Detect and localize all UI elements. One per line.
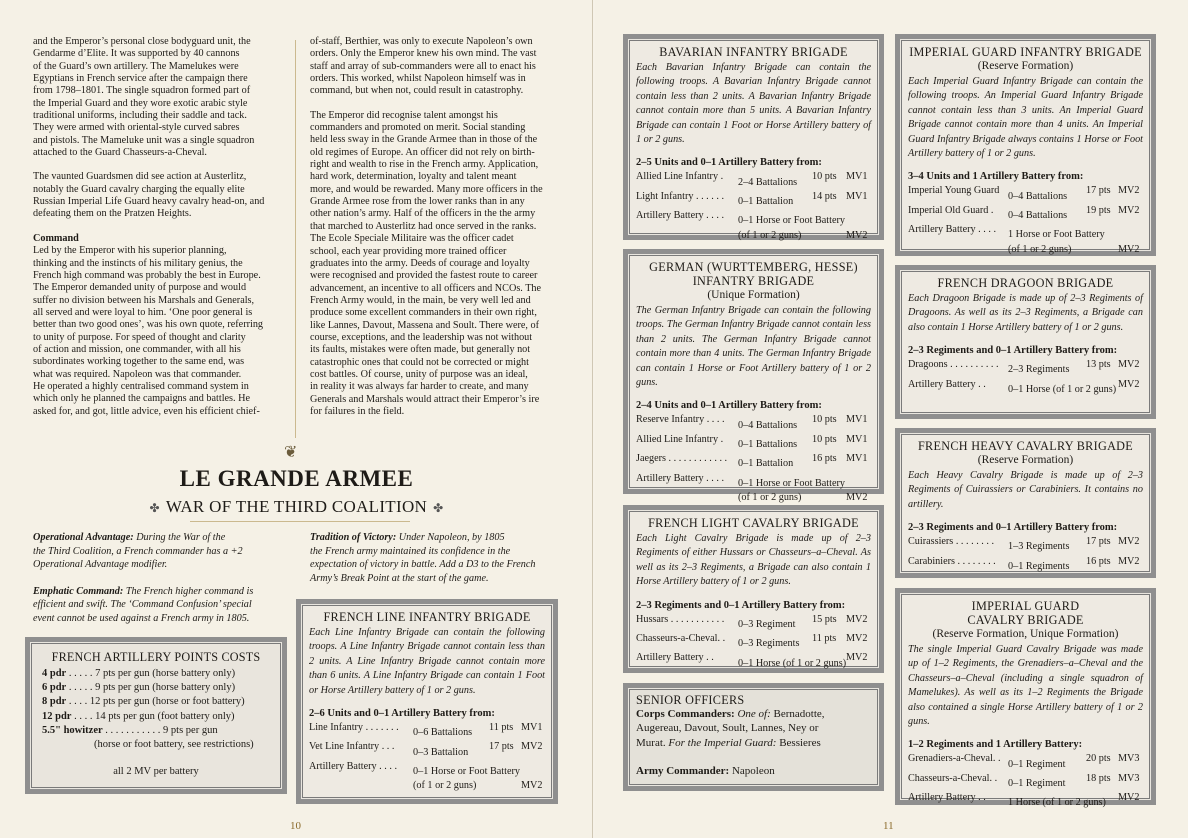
artillery-cost: . . . . . 7 pts per gun (horse battery only) — [66, 668, 236, 679]
unit-morale-value: MV2 — [846, 633, 868, 645]
column-divider — [295, 40, 296, 438]
brigade-title: FRENCH LINE INFANTRY BRIGADE — [323, 610, 531, 624]
unit-composition: (of 1 or 2 guns) — [413, 780, 477, 792]
unit-morale-value: MV2 — [1118, 185, 1140, 197]
text-line: Russian Imperial Life Guard heavy cavalry head-on, and — [33, 196, 265, 208]
unit-composition: 1 Horse or Foot Battery — [1008, 229, 1105, 241]
text-line: that marched to Austerlitz had once served in the ranks. — [310, 220, 537, 232]
unit-row — [908, 535, 1143, 554]
unit-points: 17 pts — [1086, 536, 1111, 548]
unit-composition: 0–1 Horse or Foot Battery — [738, 477, 845, 489]
rule-text: Army’s Break Point at the start of the game. — [310, 572, 489, 584]
unit-composition: 0–4 Battalions — [1008, 190, 1068, 202]
paragraph — [33, 36, 288, 159]
unit-morale-value: MV2 — [1118, 378, 1140, 390]
unit-composition: 0–3 Regiment — [738, 618, 796, 630]
unit-name: Artillery Battery . . — [636, 652, 714, 664]
unit-points: 14 pts — [812, 190, 837, 202]
unit-composition: 0–4 Battalions — [738, 419, 798, 431]
rule-line — [310, 572, 570, 586]
text-line: all served and were loyal to him. ‘One poor general is — [33, 306, 253, 318]
artillery-cost: . . . . 12 pts per gun (horse or foot battery) — [66, 696, 245, 708]
rule-text: During the War of the — [133, 532, 226, 543]
unit-points: 18 pts — [1086, 772, 1111, 784]
rule-text: efficient and swift. The ‘Command Confusion’ special — [33, 599, 252, 611]
unit-composition: 0–1 Horse or Foot Battery — [413, 766, 520, 778]
rule-text: expectation of victory in battle. Add a D3 to the French — [310, 559, 536, 571]
brigade-description: The German Infantry Brigade can contain the following troops. The German Infantry Brigade cannot contain less than 2 units. The German Infantry Brigade cannot contain more than 4 units. The German Infantry Brigade can contain 1 Horse or Foot Artillery battery of 1 or 2 guns. — [636, 305, 871, 389]
unit-points: 11 pts — [812, 633, 837, 645]
text-line: traditional uniforms, including their saddle and tack. — [33, 110, 247, 122]
text-line: better than two good ones’, was his own quote, referring — [33, 319, 264, 331]
unit-row — [636, 613, 871, 632]
text-line: They were armed with oriental-style curved sabres — [33, 122, 240, 134]
artillery-cost: . . . . 14 pts per gun (foot battery only) — [71, 710, 235, 722]
text-line: other nation’s army. Half of the officers in the the army — [310, 208, 536, 220]
unit-name: Artillery Battery . . — [908, 378, 986, 390]
brigade-subtitle: (Unique Formation) — [707, 289, 800, 301]
unit-name: Grenadiers-a-Cheval. . — [908, 753, 1001, 765]
rule-line — [33, 558, 293, 572]
unit-morale-value: MV2 — [1118, 536, 1140, 548]
unit-morale-value: MV2 — [1118, 243, 1140, 255]
senior-officers-box — [623, 683, 884, 791]
text-line: for failures in the field. — [310, 405, 405, 417]
page-number: 11 — [883, 820, 894, 832]
text-line: Led by the Emperor with his superior planning, — [33, 245, 227, 257]
unit-name: Artillery Battery . . — [908, 792, 986, 804]
unit-composition: (of 1 or 2 guns) — [738, 492, 802, 504]
unit-points: 19 pts — [1086, 204, 1111, 216]
special-rule — [33, 585, 293, 626]
text-line: school, each year providing more trained officer — [310, 245, 507, 257]
brigade-composition-header: 2–5 Units and 0–1 Artillery Battery from: — [636, 157, 822, 169]
text-line: The Ecole Speciale Militaire was the officer cadet — [310, 233, 514, 245]
artillery-cost: . . . . . 9 pts per gun (horse battery only) — [66, 682, 236, 694]
special-rule — [310, 531, 570, 585]
unit-points: 16 pts — [812, 453, 837, 465]
unit-name: Artillery Battery . . . . — [309, 760, 397, 772]
section-title: LE GRANDE ARMEE — [179, 466, 414, 491]
text-line: hard work, determination, loyalty and talent meant — [310, 171, 517, 183]
unit-morale-value: MV1 — [521, 722, 543, 734]
unit-morale-value: MV2 — [1118, 204, 1140, 216]
rule-text: the French army maintained its confidence in the — [310, 545, 511, 557]
brigade-title: IMPERIAL GUARD — [971, 599, 1080, 613]
brigade-description: Each Light Cavalry Brigade is made up of 2–3 Regiments of either Hussars or Chasseurs–a–Cheval. As well as its 2–3 Regiments, a Brigade can also contain 1 Horse Artillery battery of 1 or 2 guns. — [636, 533, 871, 588]
page-number: 10 — [290, 820, 301, 832]
fleur-icon: ✤ — [149, 501, 160, 515]
text-line: orders. Only the Emperor knew his own mind. The vast — [310, 48, 537, 60]
unit-composition: (of 1 or 2 guns) — [738, 229, 802, 241]
senior-officers-title: SENIOR OFFICERS — [636, 693, 745, 707]
title-divider — [190, 521, 410, 522]
brigade-title: IMPERIAL GUARD INFANTRY BRIGADE — [909, 45, 1142, 59]
text-line: of action and mission, one commander, with all his — [33, 343, 241, 355]
brigade-title-2: INFANTRY BRIGADE — [692, 274, 815, 288]
heavy-cavalry-box — [895, 428, 1156, 578]
unit-row — [636, 472, 871, 491]
text-line: cost battles. Of course, unity of purpose was an ideal, — [310, 368, 528, 380]
brigade-description: The single Imperial Guard Cavalry Brigade was made up of 1–2 Regiments, the Grenadiers–a–Cheval and the Chasseurs–a–Cheval (including a single squadron of Mamelukes). As well as its 1–2 Regiments the Brigade also contained a single Horse Artillery battery of 1 or 2 guns. — [908, 644, 1143, 728]
text-line: from 1798–1801. The single squadron formed part of — [33, 85, 251, 97]
text-line: the Imperial Guard and they wore exotic arabic style — [33, 97, 248, 109]
unit-points: 17 pts — [1086, 185, 1111, 197]
text-line: more, and would be rewarded. Many more officers in the — [310, 183, 543, 195]
unit-composition: 0–4 Battalions — [1008, 210, 1068, 222]
brigade-composition-header: 3–4 Units and 1 Artillery Battery from: — [908, 171, 1084, 183]
unit-points: 15 pts — [812, 613, 837, 625]
unit-composition: 0–1 Battalion — [738, 196, 794, 208]
corps-commanders-line3: Murat. For the Imperial Guard: Bessieres — [636, 736, 821, 749]
unit-morale-value: MV2 — [1118, 555, 1140, 567]
artillery-row — [42, 710, 270, 724]
unit-name: Allied Line Infantry . — [636, 171, 724, 183]
unit-row — [908, 358, 1143, 377]
unit-row — [636, 491, 871, 505]
text-line: its faults, mistakes were often made, but generally not — [310, 344, 531, 356]
rule-line — [310, 531, 570, 545]
unit-name: Jaegers . . . . . . . . . . . . — [636, 453, 728, 465]
brigade-description: Each Heavy Cavalry Brigade is made up of 2–3 Regiments of Cuirassiers or Carabiniers. It contains no artillery. — [908, 470, 1143, 510]
text-line: which only he planned the campaigns and battles. He — [33, 393, 250, 405]
text-line: like Lannes, Davout, Massena and Soult. There were, of — [310, 319, 539, 331]
unit-name: Reserve Infantry . . . . — [636, 414, 725, 426]
unit-composition: 2–3 Regiments — [1008, 364, 1070, 376]
rule-text: Operational Advantage modifier. — [33, 559, 168, 571]
brigade-description: Each Imperial Guard Infantry Brigade can contain the following troops. An Imperial Guard Infantry Brigade cannot contain less than 3 units. An Imperial Guard Brigade cannot contain more than 4 units. An Imperial Guard Infantry Brigade always contains 1 Horse or Foot Artillery battery of 1 or 2 guns. — [908, 76, 1143, 160]
text-line: and pistols. The Mameluke unit was a single squadron — [33, 134, 255, 146]
unit-name: Artillery Battery . . . . — [636, 210, 724, 222]
unit-name: Artillery Battery . . . . — [636, 472, 724, 484]
unit-composition: 1 Horse (of 1 or 2 guns) — [1008, 797, 1106, 809]
corps-commanders-line2: Augereau, Davout, Soult, Lannes, Ney or — [636, 722, 819, 735]
unit-composition: 0–1 Regiment — [1008, 758, 1066, 770]
brigade-subtitle: (Reserve Formation) — [977, 60, 1074, 72]
brigade-composition-header: 2–3 Regiments and 0–1 Artillery Battery from: — [908, 522, 1118, 534]
unit-row — [636, 170, 871, 189]
unit-composition: 0–1 Horse or Foot Battery — [738, 215, 845, 227]
rule-line — [310, 558, 570, 572]
fleur-icon: ✤ — [433, 501, 444, 515]
unit-row — [309, 760, 545, 779]
paragraph — [33, 171, 288, 220]
artillery-row — [42, 681, 270, 695]
dragoon-brigade-box — [895, 265, 1156, 419]
imperial-guard-infantry-box — [895, 34, 1156, 256]
unit-composition: 0–1 Battalion — [738, 458, 794, 470]
text-line: thinking and the instincts of his military genius, the — [33, 257, 243, 269]
brigade-title-2: CAVALRY BRIGADE — [967, 613, 1084, 627]
subtitle-text: WAR OF THE THIRD COALITION — [165, 497, 428, 516]
text-line: to unity of purpose. For speed of thought and clarity — [33, 331, 246, 343]
text-line: graduates into the army. Deeds of courage and loyalty — [310, 257, 530, 269]
unit-points: 20 pts — [1086, 753, 1111, 765]
unit-morale-value: MV2 — [521, 780, 543, 792]
brigade-description: Each Line Infantry Brigade can contain the following troops. A Line Infantry Brigade cannot contain less than 2 units. A Line Infantry Brigade cannot contain more than 6 units. A Line Infantry Brigade can contain 1 Foot or Horse Artillery battery of 1 or 2 guns. — [309, 627, 545, 696]
unit-morale-value: MV2 — [846, 229, 868, 241]
unit-name: Cuirassiers . . . . . . . . — [908, 536, 995, 548]
artillery-gun: 6 pdr — [42, 682, 67, 694]
unit-row — [309, 740, 545, 759]
artillery-costs-title: FRENCH ARTILLERY POINTS COSTS — [51, 650, 261, 664]
unit-row — [636, 452, 871, 471]
special-rules-right — [310, 531, 570, 598]
text-line: of the Guard’s own artillery. The Mamelukes were — [33, 60, 239, 72]
unit-row — [309, 721, 545, 740]
artillery-cost: . . . . . . . . . . . 9 pts per gun — [102, 724, 218, 736]
unit-morale-value: MV2 — [846, 492, 868, 504]
unit-name: Carabiniers . . . . . . . . — [908, 555, 996, 567]
army-commander: Army Commander: Napoleon — [636, 764, 775, 777]
unit-composition: 0–3 Regiments — [738, 638, 800, 650]
text-line: Grande Armee rose from the lower ranks than in any — [310, 196, 525, 208]
unit-row — [636, 413, 871, 432]
ornament-icon: ❦ — [284, 444, 298, 461]
unit-composition: 0–1 Regiment — [1008, 778, 1066, 790]
text-line: Generals and Marshals would attract their Emperor’s ire — [310, 393, 540, 405]
unit-morale-value: MV2 — [846, 613, 868, 625]
unit-composition: 2–4 Battalions — [738, 176, 798, 188]
unit-points: 17 pts — [489, 741, 514, 753]
text-line: French Army would, in the main, be very well led and — [310, 294, 531, 306]
unit-composition: 0–1 Horse (of 1 or 2 guns) — [1008, 383, 1117, 395]
text-line: command, but when not, could result in catastrophy. — [310, 85, 524, 97]
rule-line — [33, 585, 293, 599]
brigade-description: Each Bavarian Infantry Brigade can contain the following troops. A Bavarian Infantry Brigade cannot contain less than 2 units. A Bavarian Infantry Brigade cannot contain more than 5 units. A Bavarian Infantry Brigade can contain 1 Foot or Horse Artillery battery of 1 or 2 guns. — [636, 62, 871, 146]
rule-label: Operational Advantage: — [33, 532, 134, 543]
text-line: course, exceptions, and the leadership was not without — [310, 331, 533, 343]
rule-text: The French higher command is — [123, 585, 254, 597]
artillery-gun: 12 pdr — [42, 710, 72, 722]
text-line: right and wealth to rise in the French army. Application, — [310, 159, 539, 171]
rule-text: the Third Coalition, a French commander has a +2 — [33, 545, 243, 557]
text-line: in reality it was always far harder to create, and many — [310, 381, 529, 393]
unit-morale-value: MV1 — [846, 433, 868, 445]
unit-name: Allied Line Infantry . — [636, 433, 724, 445]
unit-morale-value: MV2 — [1118, 359, 1140, 371]
text-line: what was required. Napoleon was that commander. — [33, 368, 242, 380]
unit-composition: 0–3 Battalion — [413, 746, 469, 758]
unit-composition: 0–1 Horse (of 1 or 2 guns) — [738, 657, 847, 669]
text-column-2 — [310, 36, 572, 430]
text-line: asked for, and got, little advice, even his efficient chief- — [33, 405, 260, 417]
unit-morale-value: MV3 — [1118, 772, 1140, 784]
bavarian-brigade-box — [623, 34, 884, 240]
german-brigade-box — [623, 249, 884, 504]
unit-row — [908, 772, 1143, 791]
brigade-title: BAVARIAN INFANTRY BRIGADE — [659, 45, 848, 59]
unit-row — [908, 184, 1143, 203]
unit-points: 10 pts — [812, 414, 837, 426]
text-line: orders. This worked, whilst Napoleon himself was in — [310, 73, 526, 85]
unit-morale-value: MV2 — [1118, 792, 1140, 804]
rule-text: Under Napoleon, by 1805 — [396, 532, 505, 543]
unit-row — [908, 791, 1143, 810]
unit-morale-value: MV1 — [846, 190, 868, 202]
unit-points: 13 pts — [1086, 359, 1111, 371]
unit-name: Line Infantry . . . . . . . — [309, 722, 399, 734]
brigade-subtitle: (Reserve Formation) — [977, 454, 1074, 466]
text-line: The Emperor did recognise talent amongst his — [310, 109, 498, 121]
rule-line — [310, 545, 570, 559]
unit-name: Chasseurs-a-Cheval. . — [908, 772, 998, 784]
text-line: old regimes of Europe. An officer did not rely on birth- — [310, 146, 535, 158]
unit-name: Light Infantry . . . . . . — [636, 190, 724, 202]
text-line: held less sway in the Grande Armee than in those of the — [310, 134, 538, 146]
brigade-description: Each Dragoon Brigade is made up of 2–3 Regiments of Dragoons. As well as its 2–3 Regiments, a Brigade can also contain 1 Horse Artillery battery of 1 or 2 guns. — [908, 293, 1143, 333]
unit-name: Vet Line Infantry . . . — [309, 741, 395, 753]
artillery-gun: 8 pdr — [42, 696, 67, 708]
text-line: were recognised and provided the fastest route to career — [310, 270, 538, 282]
paragraph — [310, 36, 572, 98]
unit-morale-value: MV1 — [846, 414, 868, 426]
text-line: staff and array of sub-commanders were all to enact his — [310, 60, 536, 72]
section-subtitle — [0, 497, 593, 517]
command-heading: Command — [33, 232, 79, 244]
text-line: defeating them on the Pratzen Heights. — [33, 208, 192, 220]
artillery-row — [42, 724, 270, 738]
unit-name: Imperial Young Guard — [908, 185, 1000, 197]
unit-row — [908, 752, 1143, 771]
brigade-composition-header: 2–3 Regiments and 0–1 Artillery Battery from: — [908, 345, 1118, 357]
special-rules-left — [33, 531, 293, 639]
text-line: notably the Guard cavalry charging the equally elite — [33, 183, 245, 195]
unit-name: Artillery Battery . . . . — [908, 224, 996, 236]
special-rule — [33, 531, 293, 572]
unit-row — [636, 632, 871, 651]
artillery-gun: 4 pdr — [42, 668, 67, 679]
unit-row — [636, 651, 871, 670]
text-line: commanders and promoted on merit. Social standing — [310, 122, 526, 134]
unit-row — [908, 223, 1143, 242]
artillery-costs-footer: all 2 MV per battery — [113, 766, 199, 778]
unit-composition: (of 1 or 2 guns) — [1008, 243, 1072, 255]
rule-line — [33, 531, 293, 545]
text-line: attached to the Guard Chasseurs-a-Cheval. — [33, 147, 207, 159]
brigade-composition-header: 2–3 Regiments and 0–1 Artillery Battery from: — [636, 599, 846, 611]
brigade-title: FRENCH DRAGOON BRIGADE — [937, 276, 1114, 290]
artillery-costs-box — [25, 637, 287, 794]
rule-label: Tradition of Victory: — [310, 532, 397, 543]
unit-row — [636, 433, 871, 452]
unit-name: Hussars . . . . . . . . . . . — [636, 613, 725, 625]
unit-row — [908, 555, 1143, 574]
text-line: subordinates working together to the same end, was — [33, 356, 245, 368]
rule-line — [33, 598, 293, 612]
text-line: advancement, an incentive to all officers and NCOs. The — [310, 282, 542, 294]
light-cavalry-box — [623, 505, 884, 673]
rule-text: event cannot be used against a French army in 1805. — [33, 612, 250, 624]
artillery-row — [42, 695, 270, 709]
unit-row — [636, 229, 871, 243]
artillery-row-extra: (horse or foot battery, see restrictions) — [94, 739, 254, 751]
brigade-composition-header: 2–6 Units and 0–1 Artillery Battery from: — [309, 708, 495, 720]
text-line: He operated a highly centralised command system in — [33, 380, 249, 392]
unit-morale-value: MV3 — [1118, 753, 1140, 765]
unit-name: Dragoons . . . . . . . . . . — [908, 359, 999, 371]
brigade-composition-header: 2–4 Units and 0–1 Artillery Battery from: — [636, 400, 822, 412]
unit-points: 10 pts — [812, 171, 837, 183]
text-line: catastrophic ones that could not be corrected or might — [310, 356, 529, 368]
artillery-gun: 5.5" howitzer — [42, 724, 103, 736]
brigade-title: FRENCH LIGHT CAVALRY BRIGADE — [648, 516, 859, 530]
brigade-title: GERMAN (WURTTEMBERG, HESSE) — [649, 260, 858, 274]
text-line: French high command was probably the best in Europe. — [33, 269, 261, 281]
unit-composition: 0–6 Battalions — [413, 727, 473, 739]
unit-row — [636, 209, 871, 228]
text-line: The Emperor demanded unity of purpose and would — [33, 282, 247, 294]
unit-name: Chasseurs-a-Cheval. . — [636, 633, 726, 645]
text-line: The vaunted Guardsmen did see action at Austerlitz, — [33, 171, 247, 183]
left-page — [0, 0, 593, 838]
text-line: and the Emperor’s personal close bodyguard unit, the — [33, 36, 251, 47]
unit-points: 11 pts — [489, 722, 514, 734]
unit-morale-value: MV2 — [846, 652, 868, 664]
artillery-row — [42, 667, 270, 681]
unit-morale-value: MV1 — [846, 453, 868, 465]
unit-composition: 1–3 Regiments — [1008, 541, 1070, 553]
rule-line — [33, 612, 293, 626]
paragraph — [33, 245, 288, 418]
rule-line — [33, 545, 293, 559]
unit-morale-value: MV2 — [521, 741, 543, 753]
unit-composition: 0–1 Regiments — [1008, 560, 1070, 572]
unit-row — [309, 779, 545, 793]
artillery-costs-rows — [42, 667, 270, 738]
text-line: Gendarme d’Elite. It was supported by 40 cannons — [33, 48, 240, 60]
paragraph — [310, 110, 572, 419]
text-line: of-staff, Berthier, was only to execute Napoleon’s own — [310, 36, 533, 47]
unit-row — [908, 204, 1143, 223]
imperial-guard-cavalry-box — [895, 588, 1156, 809]
brigade-composition-header: 1–2 Regiments and 1 Artillery Battery: — [908, 739, 1083, 751]
text-line: Egyptians in French service after the campaign there — [33, 73, 248, 85]
unit-name: Imperial Old Guard . — [908, 204, 994, 216]
unit-morale-value: MV1 — [846, 171, 868, 183]
brigade-subtitle: (Reserve Formation, Unique Formation) — [932, 628, 1119, 640]
unit-points: 16 pts — [1086, 555, 1111, 567]
rule-label: Emphatic Command: — [33, 585, 124, 597]
text-line: produce some excellent commanders in their own right, — [310, 307, 537, 319]
brigade-title: FRENCH HEAVY CAVALRY BRIGADE — [917, 439, 1134, 453]
unit-row — [908, 378, 1143, 397]
unit-row — [908, 243, 1143, 257]
text-line: suffer no division between his Marshals and Generals, — [33, 294, 255, 306]
unit-row — [636, 190, 871, 209]
unit-points: 10 pts — [812, 433, 837, 445]
line-infantry-box — [296, 599, 558, 804]
corps-commanders: Corps Commanders: One of: Bernadotte, — [636, 708, 825, 721]
text-column-1 — [33, 36, 288, 418]
unit-composition: 0–1 Battalions — [738, 439, 798, 451]
